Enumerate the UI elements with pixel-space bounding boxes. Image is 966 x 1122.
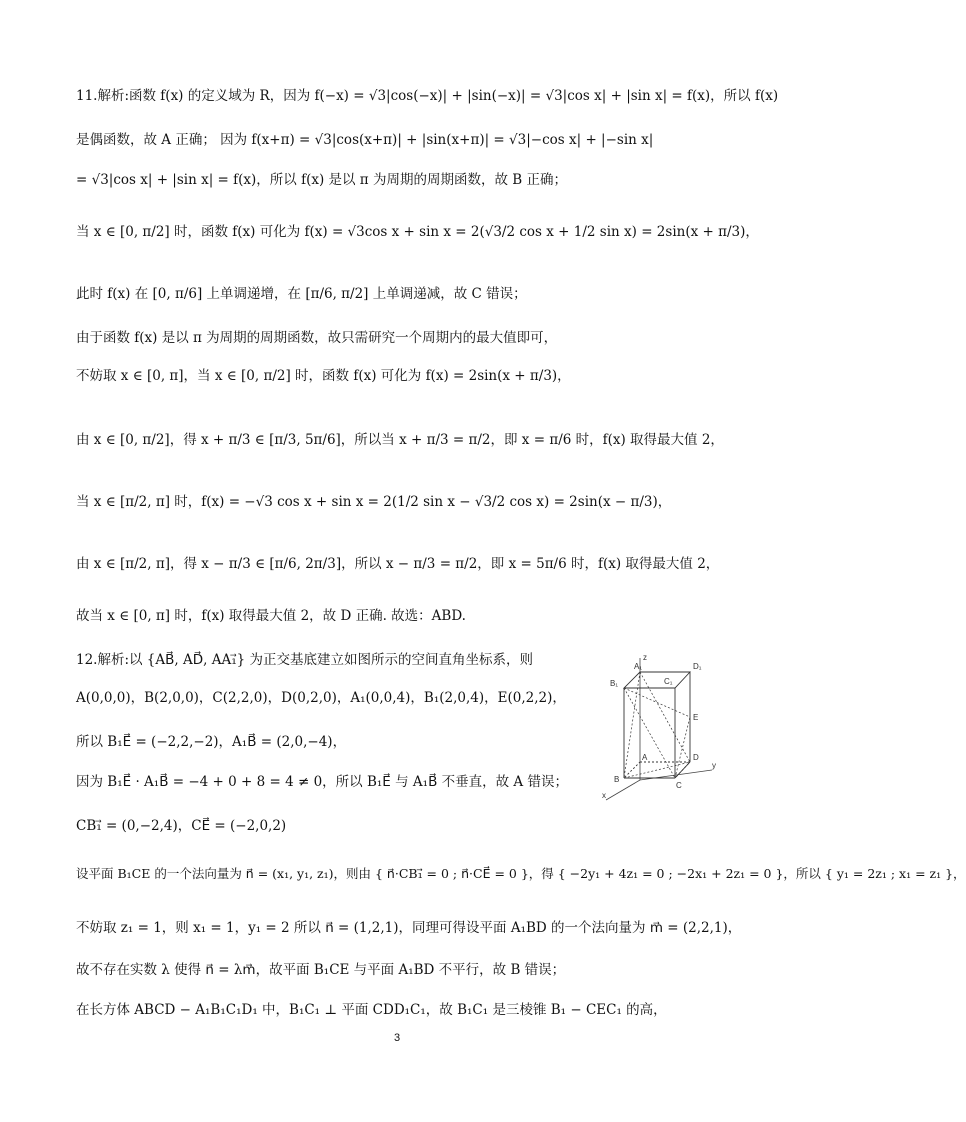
text-line: 故不存在实数 λ 使得 n⃗ = λm⃗，故平面 B₁CE 与平面 A₁BD 不平行，故 B 错误； bbox=[76, 962, 566, 978]
text-line: 12.解析:以 {AB⃗, AD⃗, AA₁⃗} 为正交基底建立如图所示的空间直角坐标系，则 bbox=[76, 652, 534, 668]
text-line: 因为 B₁E⃗ · A₁B⃗ = −4 + 0 + 8 = 4 ≠ 0，所以 B₁E⃗ 与 A₁B⃗ 不垂直，故 A 错误； bbox=[76, 774, 568, 790]
text-line: 由于函数 f(x) 是以 π 为周期的周期函数，故只需研究一个周期内的最大值即可， bbox=[76, 330, 558, 346]
figure-label: B₁ bbox=[610, 679, 619, 688]
figure-label: A₁ bbox=[634, 662, 643, 671]
text-line: 是偶函数，故 A 正确； 因为 f(x+π) = √3|cos(x+π)| + |sin(x+π)| = √3|−cos x| + |−sin x| bbox=[76, 132, 654, 148]
figure-label: E bbox=[693, 713, 699, 722]
page-number: 3 bbox=[393, 1032, 401, 1044]
text-line: 由 x ∈ [0, π/2]，得 x + π/3 ∈ [π/3, 5π/6]，所以当 x + π/3 = π/2，即 x = π/6 时，f(x) 取得最大值 2， bbox=[76, 432, 724, 448]
text-line: 当 x ∈ [0, π/2] 时，函数 f(x) 可化为 f(x) = √3cos x + sin x = 2(√3/2 cos x + 1/2 sin x) = 2sin(x + π/3)， bbox=[76, 224, 759, 240]
text-line: 不妨取 z₁ = 1，则 x₁ = 1，y₁ = 2 所以 n⃗ = (1,2,1)，同理可得设平面 A₁BD 的一个法向量为 m⃗ = (2,2,1)， bbox=[76, 920, 742, 936]
text-line: 不妨取 x ∈ [0, π]，当 x ∈ [0, π/2] 时，函数 f(x) 可化为 f(x) = 2sin(x + π/3)， bbox=[76, 368, 571, 384]
figure-label: C bbox=[676, 781, 682, 790]
text-line: CB₁⃗ = (0,−2,4)，CE⃗ = (−2,0,2) bbox=[76, 818, 287, 834]
figure-label: A bbox=[642, 753, 648, 762]
figure-label: z bbox=[643, 653, 647, 662]
figure-label: D bbox=[693, 753, 699, 762]
text-line: 当 x ∈ [π/2, π] 时，f(x) = −√3 cos x + sin x = 2(1/2 sin x − √3/2 cos x) = 2sin(x − π/3)， bbox=[76, 494, 672, 510]
text-line: 所以 B₁E⃗ = (−2,2,−2)，A₁B⃗ = (2,0,−4)， bbox=[76, 734, 347, 750]
figure-label: x bbox=[602, 791, 606, 800]
text-line: 设平面 B₁CE 的一个法向量为 n⃗ = (x₁, y₁, z₁)，则由 { n⃗·CB₁⃗ = 0 ; n⃗·CE⃗ = 0 }，得 { −2y₁ + 4z₁ = 0 ; −2x₁ + 2z₁ = 0 }，所以 { y₁ = 2z₁ ; x₁ = z₁ }， bbox=[76, 866, 966, 881]
figure-label: B bbox=[614, 775, 620, 784]
figure-label: C₁ bbox=[664, 677, 673, 686]
figure-label: D₁ bbox=[693, 662, 702, 671]
figure-label: y bbox=[712, 761, 716, 770]
text-line: 由 x ∈ [π/2, π]，得 x − π/3 ∈ [π/6, 2π/3]，所以 x − π/3 = π/2，即 x = 5π/6 时，f(x) 取得最大值 2， bbox=[76, 556, 720, 572]
text-line: 11.解析:函数 f(x) 的定义域为 R，因为 f(−x) = √3|cos(−x)| + |sin(−x)| = √3|cos x| + |sin x| = f(x)，所以 f(x) bbox=[76, 88, 779, 104]
text-line: = √3|cos x| + |sin x| = f(x)，所以 f(x) 是以 π 为周期的周期函数，故 B 正确； bbox=[76, 172, 567, 188]
text-line: 此时 f(x) 在 [0, π/6] 上单调递增，在 [π/6, π/2] 上单调递减，故 C 错误； bbox=[76, 286, 527, 302]
text-line: A(0,0,0)，B(2,0,0)，C(2,2,0)，D(0,2,0)，A₁(0,0,4)，B₁(2,0,4)，E(0,2,2)， bbox=[76, 690, 566, 706]
text-line: 在长方体 ABCD − A₁B₁C₁D₁ 中，B₁C₁ ⊥ 平面 CDD₁C₁，故 B₁C₁ 是三棱锥 B₁ − CEC₁ 的高， bbox=[76, 1002, 667, 1018]
text-line: 故当 x ∈ [0, π] 时，f(x) 取得最大值 2，故 D 正确. 故选：ABD. bbox=[76, 608, 466, 624]
cuboid-coordinate-figure bbox=[600, 652, 720, 802]
